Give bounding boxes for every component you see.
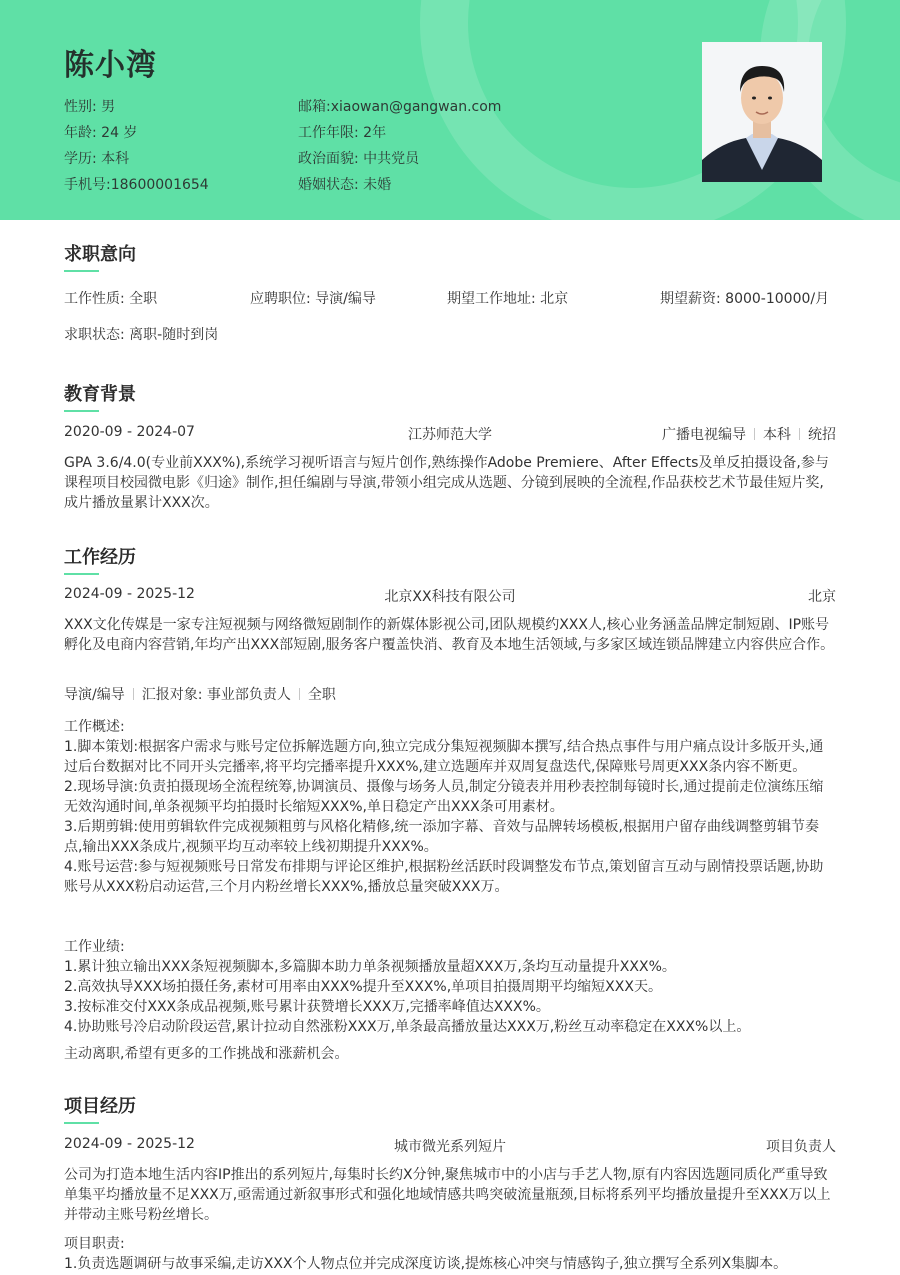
work-tags xyxy=(64,684,836,704)
info-political-status: 政治面貌: 中共党员 xyxy=(298,151,420,167)
section-title-education: 教育背景 xyxy=(64,384,136,405)
education-type: 统招 xyxy=(808,427,836,443)
info-phone: 手机号:18600001654 xyxy=(64,177,209,193)
project-row xyxy=(64,1136,836,1155)
work-tag-report: 汇报对象: 事业部负责人 xyxy=(141,687,291,703)
divider xyxy=(799,428,800,440)
project-duties xyxy=(64,1234,836,1274)
section-underline xyxy=(64,573,99,575)
section-underline xyxy=(64,270,99,272)
project-name: 城市微光系列短片 xyxy=(394,1139,506,1155)
education-major: 广播电视编导 xyxy=(662,427,746,443)
info-email: 邮箱:xiaowan@gangwan.com xyxy=(298,99,502,115)
divider xyxy=(754,428,755,440)
work-achievement-item: 2.高效执导XXX场拍摄任务,素材可用率由XXX%提升至XXX%,单项目拍摄周期平均缩短XXX天。 xyxy=(64,979,662,995)
work-achievement-item: 3.按标准交付XXX条成品视频,账号累计获赞增长XXX万,完播率峰值达XXX%。 xyxy=(64,999,550,1015)
info-gender: 性别: 男 xyxy=(64,99,116,115)
job-salary: 期望薪资: 8000-10000/月 xyxy=(660,291,830,307)
work-achievements-label: 工作业绩: xyxy=(64,939,125,955)
work-overview-label: 工作概述: xyxy=(64,719,125,735)
info-education: 学历: 本科 xyxy=(64,151,130,167)
project-duties-label: 项目职责: xyxy=(64,1236,125,1252)
education-row xyxy=(64,424,836,443)
project-period: 2024-09 - 2025-12 xyxy=(64,1136,195,1152)
work-tag-type: 全职 xyxy=(307,687,336,703)
header-banner xyxy=(0,0,900,220)
work-achievement-item: 4.协助账号冷启动阶段运营,累计拉动自然涨粉XXX万,单条最高播放量达XXX万,粉丝互动率稳定在XXX%以上。 xyxy=(64,1019,751,1035)
work-period: 2024-09 - 2025-12 xyxy=(64,586,195,602)
candidate-name: 陈小湾 xyxy=(64,48,157,83)
info-marital-status: 婚姻状态: 未婚 xyxy=(298,177,392,193)
work-company: 北京XX科技有限公司 xyxy=(384,589,516,605)
info-work-years: 工作年限: 2年 xyxy=(298,125,387,141)
education-period: 2020-09 - 2024-07 xyxy=(64,424,195,440)
section-underline xyxy=(64,1122,99,1124)
divider xyxy=(133,688,134,700)
section-title-work: 工作经历 xyxy=(64,547,136,568)
project-duty-item: 1.负责选题调研与故事采编,走访XXX个人物点位并完成深度访谈,提炼核心冲突与情感钩子,独立撰写全系列X集脚本。 xyxy=(64,1256,788,1272)
avatar-photo xyxy=(702,42,822,182)
work-achievements xyxy=(64,937,836,1037)
info-age: 年龄: 24 岁 xyxy=(64,125,138,141)
work-city: 北京 xyxy=(808,589,836,605)
section-title-intention: 求职意向 xyxy=(64,244,136,265)
work-overview xyxy=(64,717,836,897)
company-intro: XXX文化传媒是一家专注短视频与网络微短剧制作的新媒体影视公司,团队规模约XXX人,核心业务涵盖品牌定制短剧、IP账号孵化及电商内容营销,年均产出XXX部短剧,服务客户覆盖快消、教育及本地生活领域,与多家区域连锁品牌建立内容供应合作。 xyxy=(64,617,835,653)
work-overview-item: 1.脚本策划:根据客户需求与账号定位拆解选题方向,独立完成分集短视频脚本撰写,结合热点事件与用户痛点设计多版开头,通过后台数据对比不同开头完播率,将平均完播率提升XXX%,建立选题库并双周复盘迭代,保障账号周更XXX条内容不断更。 xyxy=(64,739,824,775)
section-underline xyxy=(64,410,99,412)
divider xyxy=(299,688,300,700)
work-overview-item: 4.账号运营:参与短视频账号日常发布排期与评论区维护,根据粉丝活跃时段调整发布节点,策划留言互动与剧情投票话题,协助账号从XXX粉启动运营,三个月内粉丝增长XXX%,播放总量突破XXX万。 xyxy=(64,859,824,895)
job-type: 工作性质: 全职 xyxy=(64,291,158,307)
education-degree: 本科 xyxy=(763,427,791,443)
education-school: 江苏师范大学 xyxy=(408,427,492,443)
education-description: GPA 3.6/4.0(专业前XXX%),系统学习视听语言与短片创作,熟练操作Adobe Premiere、After Effects及单反拍摄设备,参与课程项目校园微电影《归途》制作,担任编剧与导演,带领小组完成从选题、分镜到展映的全流程,作品获校艺术节最佳短片奖,成片播放量累计XXX次。 xyxy=(64,455,829,511)
education-meta xyxy=(662,424,836,444)
work-tag-role: 导演/编导 xyxy=(64,687,125,703)
leave-reason: 主动离职,希望有更多的工作挑战和涨薪机会。 xyxy=(64,1046,349,1062)
work-overview-item: 2.现场导演:负责拍摄现场全流程统筹,协调演员、摄像与场务人员,制定分镜表并用秒表控制每镜时长,通过提前走位演练压缩无效沟通时间,单条视频平均拍摄时长缩短XXX%,单日稳定产出XXX条可用素材。 xyxy=(64,779,824,815)
job-position: 应聘职位: 导演/编导 xyxy=(250,291,376,307)
work-overview-item: 3.后期剪辑:使用剪辑软件完成视频粗剪与风格化精修,统一添加字幕、音效与品牌转场模板,根据用户留存曲线调整剪辑节奏点,输出XXX条成片,视频平均互动率较上线初期提升XXX%。 xyxy=(64,819,819,855)
section-title-project: 项目经历 xyxy=(64,1096,136,1117)
job-status: 求职状态: 离职-随时到岗 xyxy=(64,327,219,343)
project-description: 公司为打造本地生活内容IP推出的系列短片,每集时长约X分钟,聚焦城市中的小店与手艺人物,原有内容因选题同质化严重导致单集平均播放量不足XXX万,亟需通过新叙事形式和强化地域情感共鸣突破流量瓶颈,目标将系列平均播放量提升至XXX万以上并带动主账号粉丝增长。 xyxy=(64,1167,831,1223)
project-role: 项目负责人 xyxy=(766,1139,836,1155)
work-achievement-item: 1.累计独立输出XXX条短视频脚本,多篇脚本助力单条视频播放量超XXX万,条均互动量提升XXX%。 xyxy=(64,959,676,975)
work-row xyxy=(64,586,836,605)
job-location: 期望工作地址: 北京 xyxy=(447,291,569,307)
